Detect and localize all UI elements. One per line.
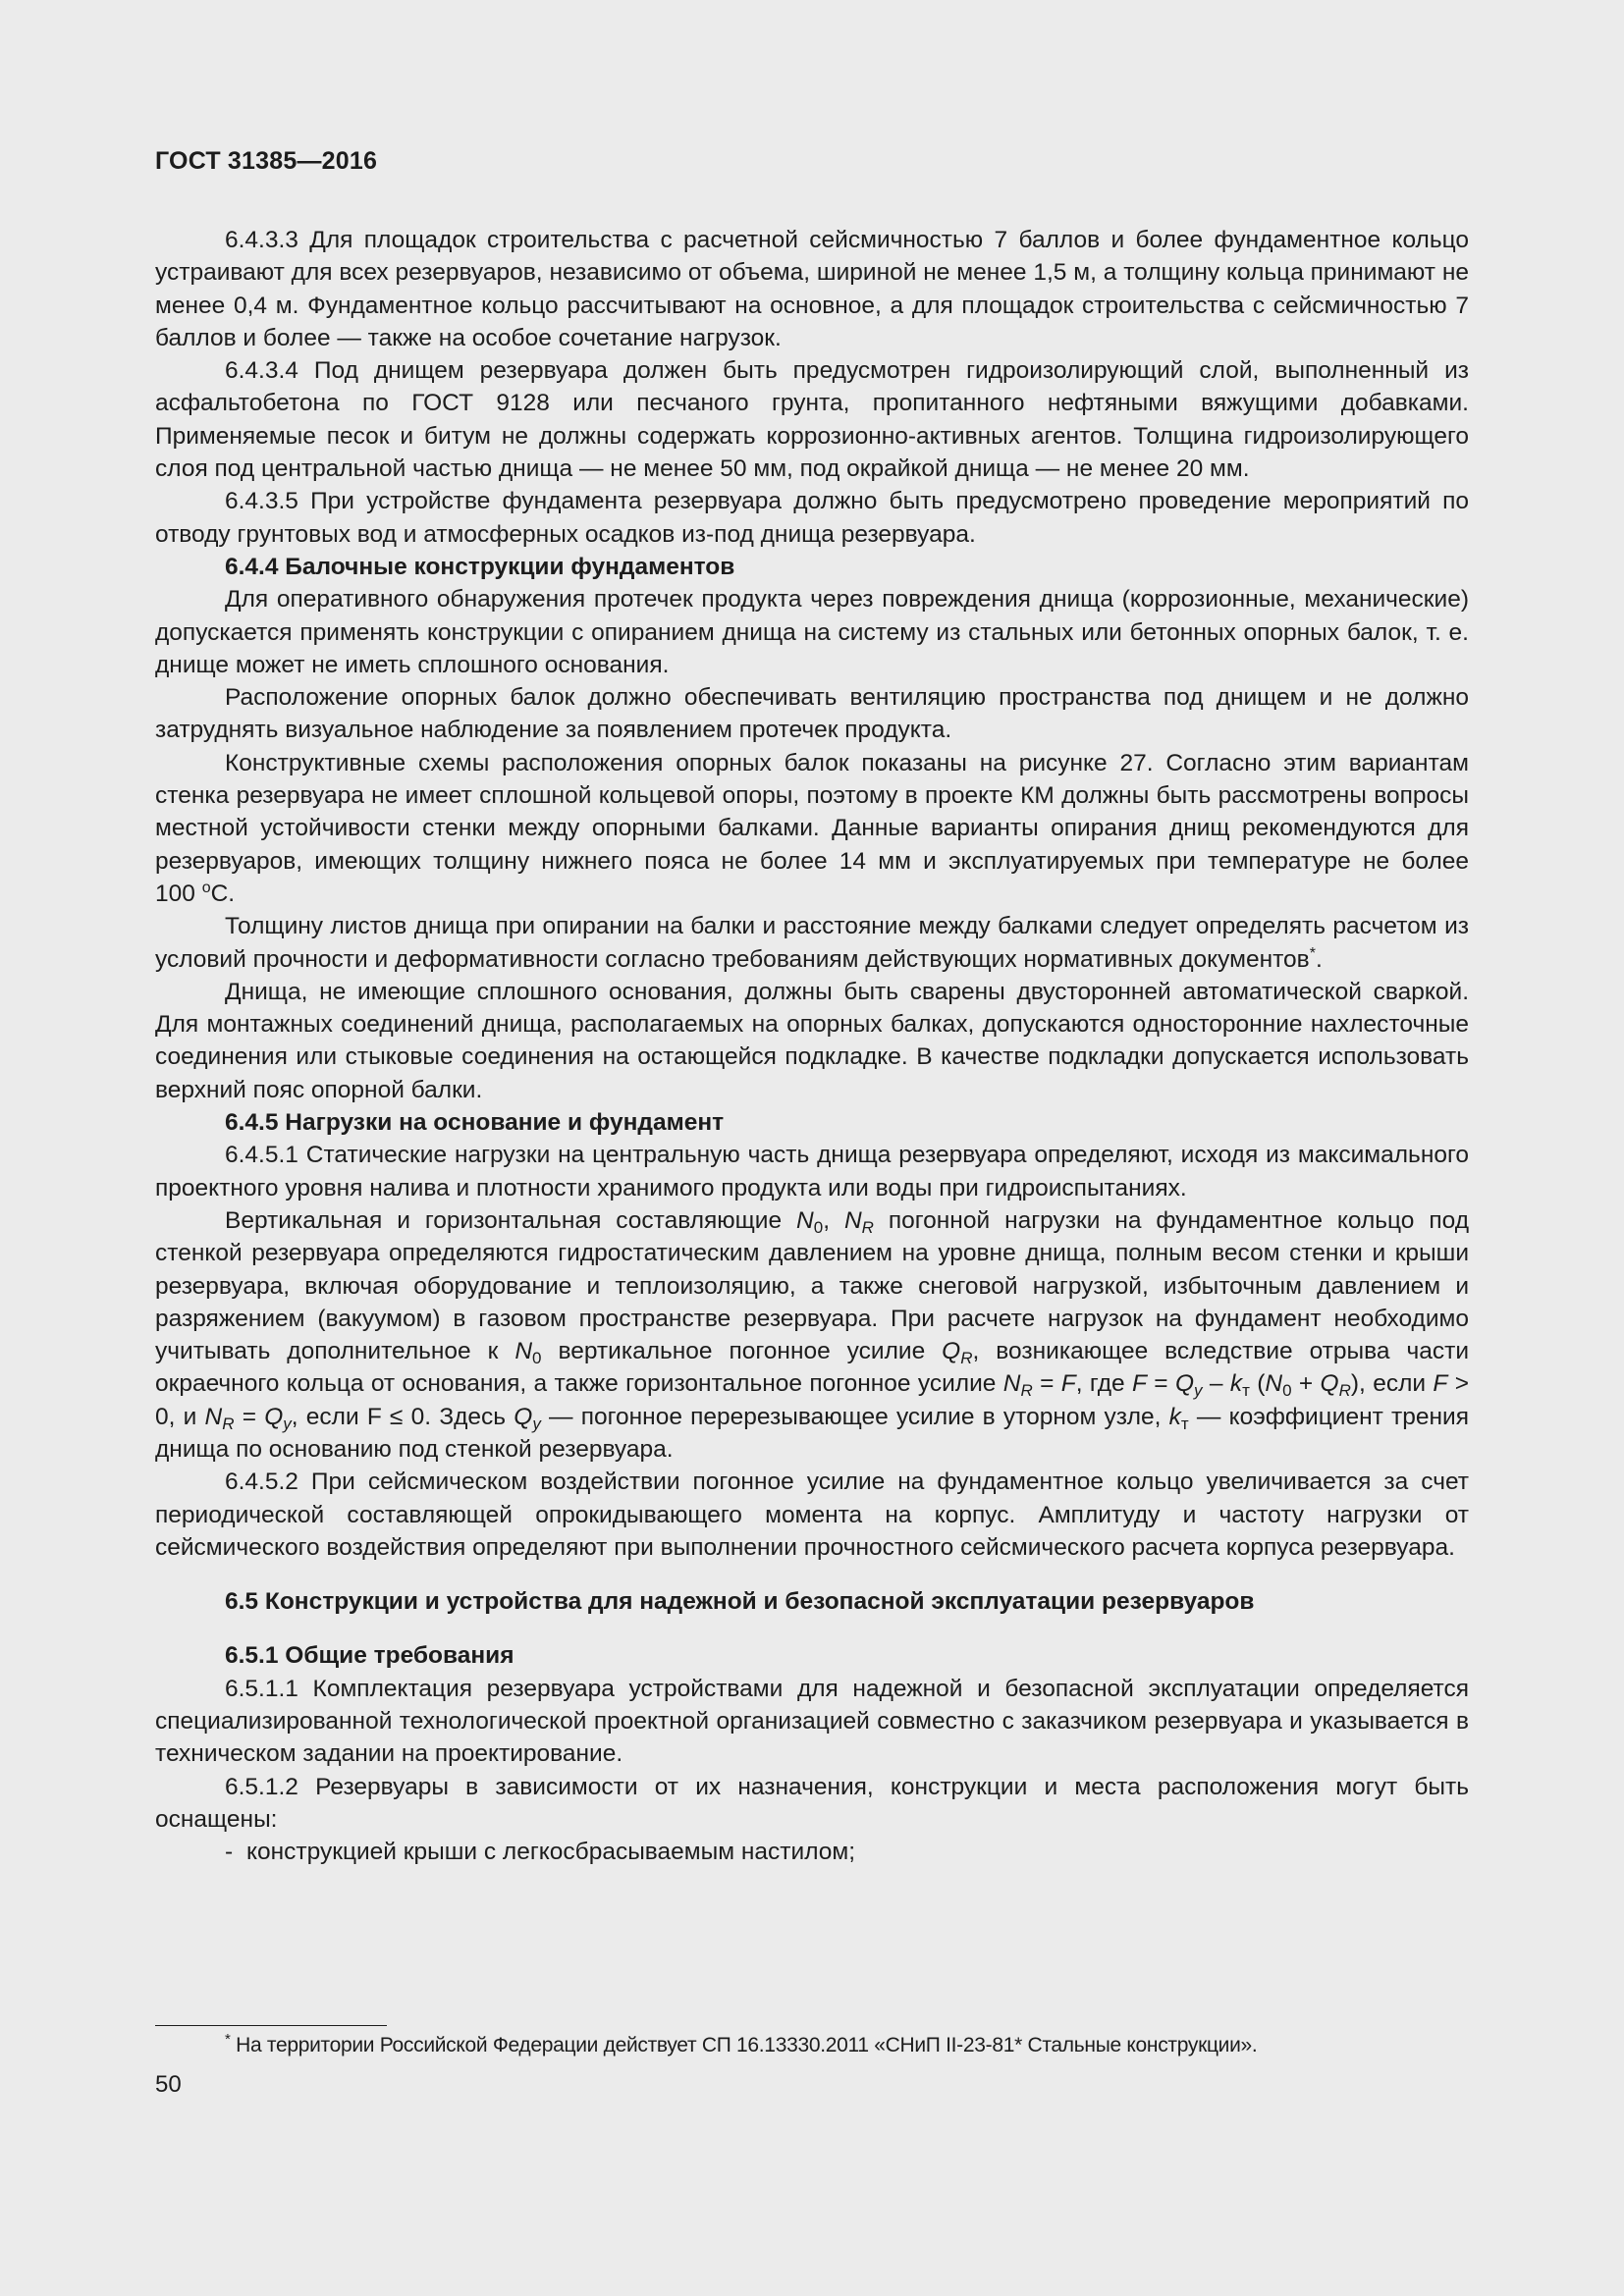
page-number: 50 <box>155 2071 182 2098</box>
footnote-text: На территории Российской Федерации действует СП 16.13330.2011 «СНиП II-23-81* Стальные конструкции». <box>236 2034 1258 2056</box>
footnote-mark: * <box>225 2031 231 2048</box>
heading-6-4-4: 6.4.4 Балочные конструкции фундаментов <box>225 553 735 580</box>
heading-6-5: 6.5 Конструкции и устройства для надежной и безопасной эксплуатации резервуаров <box>225 1588 1255 1616</box>
footnote-divider <box>155 2025 387 2026</box>
paragraph-6-4-4-c: Конструктивные схемы расположения опорных балок показаны на рисунке 27. Согласно этим вариантам стенка резервуара не имеет сплошной кольцевой опоры, поэтому в проекте КМ должны быть рассмотрены вопросы местной устойчивости стенки между опорными балками. Данные варианты опирания днищ рекомендуются для резервуаров, имеющих толщину нижнего пояса не более 14 мм и эксплуатируемых при температуре не более 100 $^o$C. <box>155 749 1469 907</box>
standard-header: ГОСТ 31385—2016 <box>155 147 378 175</box>
list-item: - конструкцией крыши с легкосбрасываемым настилом; <box>225 1839 856 1866</box>
paragraph-6-5-1-2: 6.5.1.2 Резервуары в зависимости от их назначения, конструкции и места расположения могут быть оснащены: <box>155 1773 1469 1833</box>
paragraph-6-4-3-4: 6.4.3.4 Под днищем резервуара должен быть предусмотрен гидроизолирующий слой, выполненный из асфальтобетона по ГОСТ 9128 или песчаного грунта, пропитанного нефтяными вяжущими добавками. Применяемые песок и битум не должны содержать коррозионно-активных агентов. Толщина гидроизолирующего слоя под центральной частью днища — не менее 50 мм, под окрайкой днища — не менее 20 мм. <box>155 357 1469 483</box>
paragraph-6-5-1-1: 6.5.1.1 Комплектация резервуара устройствами для надежной и безопасной эксплуатации определяется специализированной технологической проектной организацией совместно с заказчиком резервуара и указывается в техническом задании на проектирование. <box>155 1675 1469 1768</box>
paragraph-6-4-4-a: Для оперативного обнаружения протечек продукта через повреждения днища (коррозионные, механические) допускается применять конструкции с опиранием днища на систему из стальных или бетонных опорных балок, т. е. днище может не иметь сплошного основания. <box>155 586 1469 678</box>
paragraph-6-4-4-b: Расположение опорных балок должно обеспечивать вентиляцию пространства под днищем и не должно затруднять визуальное наблюдение за появлением протечек продукта. <box>155 684 1469 744</box>
paragraph-6-4-4-e: Днища, не имеющие сплошного основания, должны быть сварены двусторонней автоматической сваркой. Для монтажных соединений днища, располагаемых на опорных балках, допускаются односторонние нахлесточные соединения или стыковые соединения на остающейся подкладке. В качестве подкладки допускается использовать верхний пояс опорной балки. <box>155 978 1469 1103</box>
paragraph-6-4-4-d: Толщину листов днища при опирании на балки и расстояние между балками следует определять расчетом из условий прочности и деформативности согласно требованиям действующих нормативных документов*. <box>155 913 1469 973</box>
footnote-ref[interactable]: * <box>1309 944 1316 962</box>
paragraph-6-4-3-3: 6.4.3.3 Для площадок строительства с расчетной сейсмичностью 7 баллов и более фундаментное кольцо устраивают для всех резервуаров, независимо от объема, шириной не менее 1,5 м, а толщину кольца принимают не менее 0,4 м. Фундаментное кольцо рассчитывают на основное, а для площадок строительства с сейсмичностью 7 баллов и более — также на особое сочетание нагрузок. <box>155 227 1469 351</box>
heading-6-5-1: 6.5.1 Общие требования <box>225 1642 514 1670</box>
paragraph-6-4-3-5: 6.4.3.5 При устройстве фундамента резервуара должно быть предусмотрено проведение мероприятий по отводу грунтовых вод и атмосферных осадков из-под днища резервуара. <box>155 488 1469 548</box>
paragraph-6-4-5-loads: Вертикальная и горизонтальная составляющие $N_0$, $N_R$ погонной нагрузки на фундаментное кольцо под стенкой резервуара определяются гидростатическим давлением на уровне днища, полным весом стенки и крыши резервуара, включая оборудование и теплоизоляцию, а также снеговой нагрузкой, избыточным давлением и разряжением (вакуумом) в газовом пространстве резервуара. При расчете нагрузок на фундамент необходимо учитывать дополнительное к $N_0$ вертикальное погонное усилие $Q_R$, возникающее вследствие отрыва части окраечного кольца от основания, а также горизонтальное погонное усилие $N_R = F$, где $F = Q_y - k_т$ $(N_0 + Q_R)$, если F > 0, и $N_R = Q_y$, если F ≤ 0. Здесь $Q_y$ — погонное перерезывающее усилие в уторном узле, $k_т$ — коэффициент трения днища по основанию под стенкой резервуара. <box>155 1206 1470 1463</box>
footnote <box>155 2032 1469 2059</box>
heading-6-4-5: 6.4.5 Нагрузки на основание и фундамент <box>225 1109 725 1137</box>
paragraph-6-4-5-2: 6.4.5.2 При сейсмическом воздействии погонное усилие на фундаментное кольцо увеличивается за счет периодической составляющей опрокидывающего момента на корпус. Амплитуду и частоту нагрузки от сейсмического воздействия определяют при выполнении прочностного сейсмического расчета корпуса резервуара. <box>155 1468 1469 1561</box>
page-body <box>155 224 1469 1869</box>
paragraph-6-4-5-1: 6.4.5.1 Статические нагрузки на центральную часть днища резервуара определяют, исходя из максимального проектного уровня налива и плотности хранимого продукта или воды при гидроиспытаниях. <box>155 1142 1469 1201</box>
